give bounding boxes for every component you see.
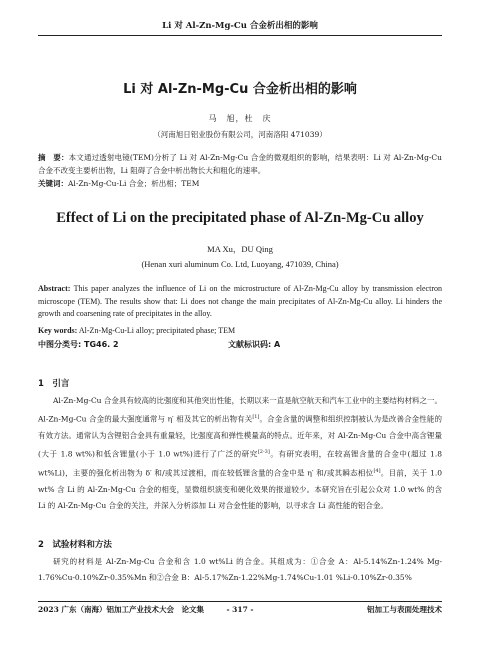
section-1-body bbox=[38, 393, 442, 514]
en-abstract-label: Abstract: bbox=[38, 284, 71, 293]
text-run: Al-Zn-Mg-Cu 合金具有较高的比强度和其他突出性能，长期以来一直是航空航天和汽车工业中的主要结构材料之一。Al-Zn-Mg-Cu 合金的最大强度通常与 η′ 相及其它的析出物有关 bbox=[38, 396, 442, 424]
en-authors: MA Xu，DU Qing bbox=[207, 244, 273, 254]
cn-keywords-label: 关键词： bbox=[38, 179, 68, 188]
classification-row bbox=[38, 339, 442, 351]
en-affiliation: (Henan xuri aluminum Co. Ltd, Luoyang, 471039, China) bbox=[141, 259, 339, 269]
text-run: 。目前，关于 1.0 wt% 含 Li 的 Al-Zn-Mg-Cu 合金的相变，显微组织演变和硬化效果的报道较少。本研究旨在引起公众对 1.0 wt% 的含 Li 的 Al-Zn-Mg-Cu 合金的关注，并深入分析添加 Li 对合金性能的影响，以寻求含 Li 高性能的铝合金。 bbox=[38, 468, 442, 510]
en-keywords bbox=[38, 325, 442, 338]
cn-abstract-text: 本文通过透射电镜(TEM)分析了 Li 对 Al-Zn-Mg-Cu 合金的微观组织的影响，结果表明：Li 对 Al-Zn-Mg-Cu 合金不改变主要析出物，Li 阻碍了合金中析出物长大和粗化的速率。 bbox=[38, 153, 442, 175]
footer-right: 铝加工与表面处理技术 bbox=[367, 605, 442, 614]
text-run: 。有研究表明，在较高锂含量的合金中(超过 1.8 wt%Li)，主要的强化析出物为 δ′ 和/或其过渡相，而在较低锂含量的合金中是 η′ 和/或其瞬态相位 bbox=[38, 449, 442, 478]
en-abstract bbox=[38, 283, 442, 321]
cn-keywords bbox=[38, 178, 442, 191]
citation-ref: [4] bbox=[373, 467, 381, 474]
en-keywords-label: Key words: bbox=[38, 326, 78, 335]
citation-ref: [1] bbox=[252, 414, 260, 421]
cn-authors: 马 旭，杜 庆 bbox=[208, 114, 272, 123]
footer-left: 2023 广东（南海）铝加工产业技术大会 论文集 bbox=[38, 605, 204, 614]
cn-keywords-text: Al-Zn-Mg-Cu-Li 合金；析出相；TEM bbox=[68, 179, 200, 188]
en-abstract-text: This paper analyzes the influence of Li on the microstructure of Al-Zn-Mg-Cu alloy by transmission electron microscope (TEM). The results show that: Li does not change the main precipitates of Al-Zn-Mg-Cu alloy. Li hinders the growth and coarsening rate of precipitates in the alloy. bbox=[38, 284, 442, 318]
citation-ref: [2-3] bbox=[257, 449, 270, 456]
section-1-paragraph bbox=[38, 393, 442, 514]
text-run: 。合金含量的调整和组织控制被认为是改善合金性能的有效方法。通常认为含锂铝合金具有重量轻，比强度高和弹性模量高的特点。近年来，对 Al-Zn-Mg-Cu 合金中高含锂量(大于 1.8 wt%)和低含锂量(小于 1.0 wt%)进行了广泛的研究 bbox=[38, 414, 442, 459]
section-1-heading: 1 引言 bbox=[38, 379, 70, 389]
running-head: Li 对 Al-Zn-Mg-Cu 合金析出相的影响 bbox=[38, 17, 442, 36]
section-2-paragraph: 研究的材料是 Al-Zn-Mg-Cu 合金和含 1.0 wt%Li 的合金。其组成为：①合金 A：Al-5.14%Zn-1.24% Mg-1.76%Cu-0.10%Zr-0.35%Mn 和②合金 B：Al-5.17%Zn-1.22%Mg-1.74%Cu-1.01 %Li-0.10%Zr-0.35% bbox=[38, 557, 442, 583]
cn-title: Li 对 Al-Zn-Mg-Cu 合金析出相的影响 bbox=[123, 82, 357, 97]
page-footer bbox=[38, 601, 442, 616]
en-title: Effect of Li on the precipitated phase of Al-Zn-Mg-Cu alloy bbox=[56, 210, 424, 226]
page-number: - 317 - bbox=[226, 605, 254, 614]
section-2-body bbox=[38, 554, 442, 586]
cn-affiliation: （河南旭日铝业股份有限公司，河南洛阳 471039） bbox=[153, 130, 327, 139]
cn-abstract-label: 摘 要： bbox=[38, 153, 69, 162]
section-2-heading: 2 试验材料和方法 bbox=[38, 540, 112, 550]
en-keywords-text: Al-Zn-Mg-Cu-Li alloy; precipitated phase; TEM bbox=[77, 326, 236, 335]
cn-abstract bbox=[38, 152, 442, 177]
clc-number: 中图分类号: TG46. 2 bbox=[38, 340, 119, 349]
document-code: 文献标识码: A bbox=[228, 340, 281, 349]
